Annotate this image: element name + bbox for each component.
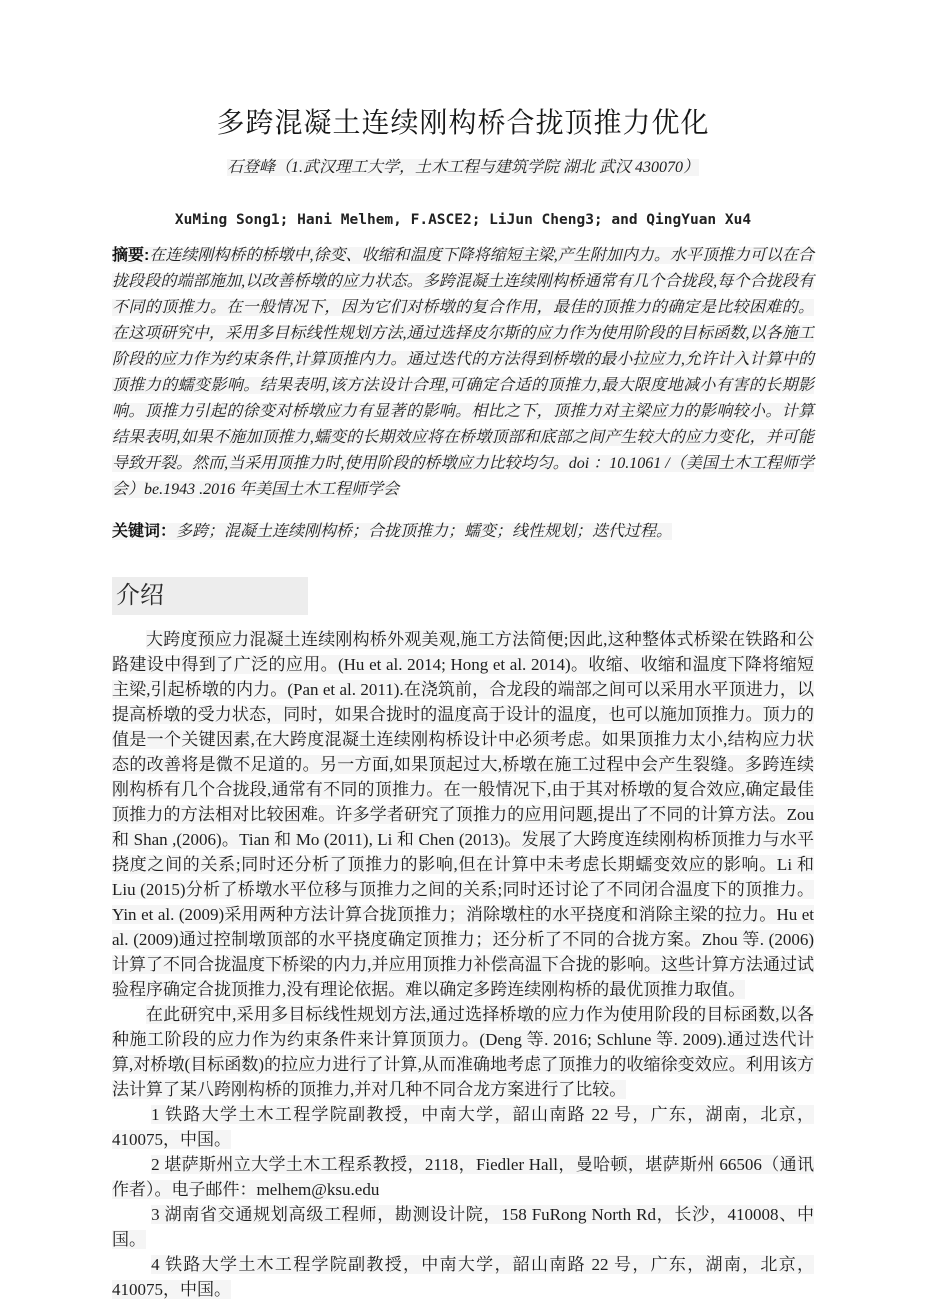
footnote-2-text: 2 堪萨斯州立大学土木工程系教授，2118，Fiedler Hall，曼哈顿，堪萨斯州 66506（通讯作者）。电子邮件：melhem@ksu.edu: [112, 1155, 814, 1200]
footnote-3: [112, 1202, 814, 1252]
abstract-text: 在连续刚构桥的桥墩中,徐变、收缩和温度下降将缩短主梁,产生附加内力。水平顶推力可以在合拢段段的端部施加,以改善桥墩的应力状态。多跨混凝土连续刚构桥通常有几个合拢段,每个合拢段有不同的顶推力。在一般情况下，因为它们对桥墩的复合作用，最佳的顶推力的确定是比较困难的。在这项研究中，采用多目标线性规划方法,通过选择皮尔斯的应力作为使用阶段的目标函数,以各施工阶段的应力作为约束条件,计算顶推内力。通过迭代的方法得到桥墩的最小拉应力,允许计入计算中的顶推力的蠕变影响。结果表明,该方法设计合理,可确定合适的顶推力,最大限度地减小有害的长期影响。顶推力引起的徐变对桥墩应力有显著的影响。相比之下，顶推力对主梁应力的影响较小。计算结果表明,如果不施加顶推力,蠕变的长期效应将在桥墩顶部和底部之间产生较大的应力变化，并可能导致开裂。然而,当采用顶推力时,使用阶段的桥墩应力比较均匀。doi ：10.1061 /（美国土木工程师学会）be.1943 .2016 年美国土木工程师学会: [112, 247, 814, 499]
abstract-paragraph: [112, 243, 814, 503]
keywords-text: 多跨；混凝土连续刚构桥；合拢顶推力；蠕变；线性规划；迭代过程。: [176, 523, 673, 541]
paper-title: 多跨混凝土连续刚构桥合拢顶推力优化: [216, 108, 710, 139]
footnote-1: [112, 1102, 814, 1152]
english-authors-text: XuMing Song1; Hani Melhem, F.ASCE2; LiJun Cheng3; and QingYuan Xu4: [174, 212, 752, 229]
author-line-text: 石登峰（1.武汉理工大学，土木工程与建筑学院 湖北 武汉 430070）: [226, 159, 699, 177]
keywords-paragraph: [112, 519, 814, 545]
keywords-label: 关键词：: [112, 523, 177, 541]
footnote-3-text: 3 湖南省交通规划高级工程师，勘测设计院，158 FuRong North Rd，长沙，410008、中国。: [112, 1205, 814, 1250]
intro-paragraph-1: [112, 627, 814, 1002]
author-line: [112, 156, 814, 180]
intro-paragraph-2: [112, 1002, 814, 1102]
section-heading-introduction: 介绍: [112, 577, 308, 615]
intro-paragraph-1-text: 大跨度预应力混凝土连续刚构桥外观美观,施工方法简便;因此,这种整体式桥梁在铁路和公路建设中得到了广泛的应用。(Hu et al. 2014; Hong et al. 2014)。收缩、收缩和温度下降将缩短主梁,引起桥墩的内力。(Pan et al. 2011).在浇筑前，合龙段的端部之间可以采用水平顶进力，以提高桥墩的受力状态，同时，如果合拢时的温度高于设计的温度，也可以施加顶推力。顶力的值是一个关键因素,在大跨度混凝土连续刚构桥设计中必须考虑。如果顶推力太小,结构应力状态的改善将是微不足道的。另一方面,如果顶起过大,桥墩在施工过程中会产生裂缝。多跨连续刚构桥有几个合拢段,通常有不同的顶推力。在一般情况下,由于其对桥墩的复合效应,确定最佳顶推力的方法相对比较困难。许多学者研究了顶推力的应用问题,提出了不同的计算方法。Zou 和 Shan ,(2006)。Tian 和 Mo (2011), Li 和 Chen (2013)。发展了大跨度连续刚构桥顶推力与水平挠度之间的关系;同时还分析了顶推力的影响,但在计算中未考虑长期蠕变效应的影响。Li 和 Liu (2015)分析了桥墩水平位移与顶推力之间的关系;同时还讨论了不同闭合温度下的顶推力。Yin et al. (2009)采用两种方法计算合拢顶推力；消除墩柱的水平挠度和消除主梁的拉力。Hu et al. (2009)通过控制墩顶部的水平挠度确定顶推力；还分析了不同的合拢方案。Zhou 等. (2006)计算了不同合拢温度下桥梁的内力,并应用顶推力补偿高温下合拢的影响。这些计算方法通过试验程序确定合拢顶推力,没有理论依据。难以确定多跨连续刚构桥的最优顶推力取值。: [112, 630, 814, 1000]
footnote-1-text: 1 铁路大学土木工程学院副教授，中南大学，韶山南路 22 号，广东，湖南，北京，410075，中国。: [112, 1105, 814, 1150]
intro-paragraph-2-text: 在此研究中,采用多目标线性规划方法,通过选择桥墩的应力作为使用阶段的目标函数,以各种施工阶段的应力作为约束条件来计算顶顶力。(Deng 等. 2016; Schlune 等. 2009).通过迭代计算,对桥墩(目标函数)的拉应力进行了计算,从而准确地考虑了顶推力的收缩徐变效应。利用该方法计算了某八跨刚构桥的顶推力,并对几种不同合龙方案进行了比较。: [112, 1005, 814, 1100]
english-authors-line: [112, 210, 814, 230]
footnote-2: [112, 1152, 814, 1202]
footnote-4-text: 4 铁路大学土木工程学院副教授，中南大学，韶山南路 22 号，广东，湖南，北京，410075，中国。: [112, 1255, 814, 1300]
abstract-label: 摘要:: [112, 247, 150, 265]
footnote-4: [112, 1252, 814, 1302]
